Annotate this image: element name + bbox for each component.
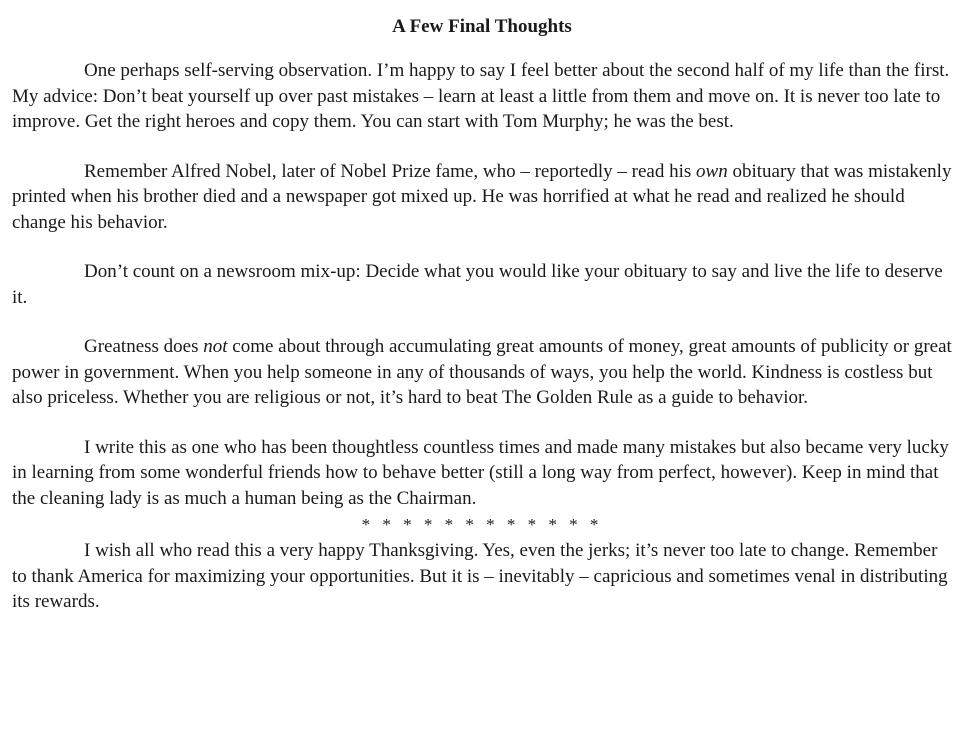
paragraph	[12, 334, 952, 411]
closing-paragraph	[12, 538, 952, 615]
paragraph-text: Remember Alfred Nobel, later of Nobel Prize fame, who – reportedly – read his	[84, 160, 697, 182]
paragraph	[12, 159, 952, 236]
paragraph-text: I wish all who read this a very happy Thanksgiving. Yes, even the jerks; it’s never too late to change. Remember to thank America for maximizing your opportunities. But it is – inevitably – capricious and sometimes venal in distributing its rewards.	[12, 540, 948, 612]
emphasized-text: not	[203, 336, 228, 357]
paragraph-text: come about through accumulating great amounts of money, great amounts of publicity or great power in government. When you help someone in any of thousands of ways, you help the world. Kindness is costless but also priceless. Whether you are religious or not, it’s hard to beat The Golden Rule as a guide to behavior.	[12, 336, 952, 408]
section-divider: * * * * * * * * * * * *	[361, 515, 603, 534]
paragraph	[12, 58, 952, 135]
paragraph-text: I write this as one who has been thoughtless countless times and made many mistakes but also became very lucky in learning from some wonderful friends how to behave better (still a long way from perfect, however). Keep in mind that the cleaning lady is as much a human being as the Chairman.	[12, 436, 949, 509]
document-page	[12, 14, 952, 615]
paragraph	[12, 259, 952, 310]
paragraph-text: One perhaps self-serving observation. I’m happy to say I feel better about the second half of my life than the first. My advice: Don’t beat yourself up over past mistakes – learn at least a little from them and move on. It is never too late to improve. Get the right heroes and copy them. You can start with Tom Murphy; he was the best.	[12, 60, 950, 132]
paragraph-text: Greatness does	[84, 336, 204, 357]
paragraph	[12, 435, 952, 512]
paragraph-text: obituary that was mistakenly printed when his brother died and a newspaper got mixed up. He was horrified at what he read and realized he should change his behavior.	[12, 160, 952, 233]
emphasized-text: own	[696, 160, 728, 182]
paragraph-text: Don’t count on a newsroom mix-up: Decide what you would like your obituary to say and live the life to deserve it.	[12, 261, 943, 308]
document-title: A Few Final Thoughts	[392, 16, 572, 37]
